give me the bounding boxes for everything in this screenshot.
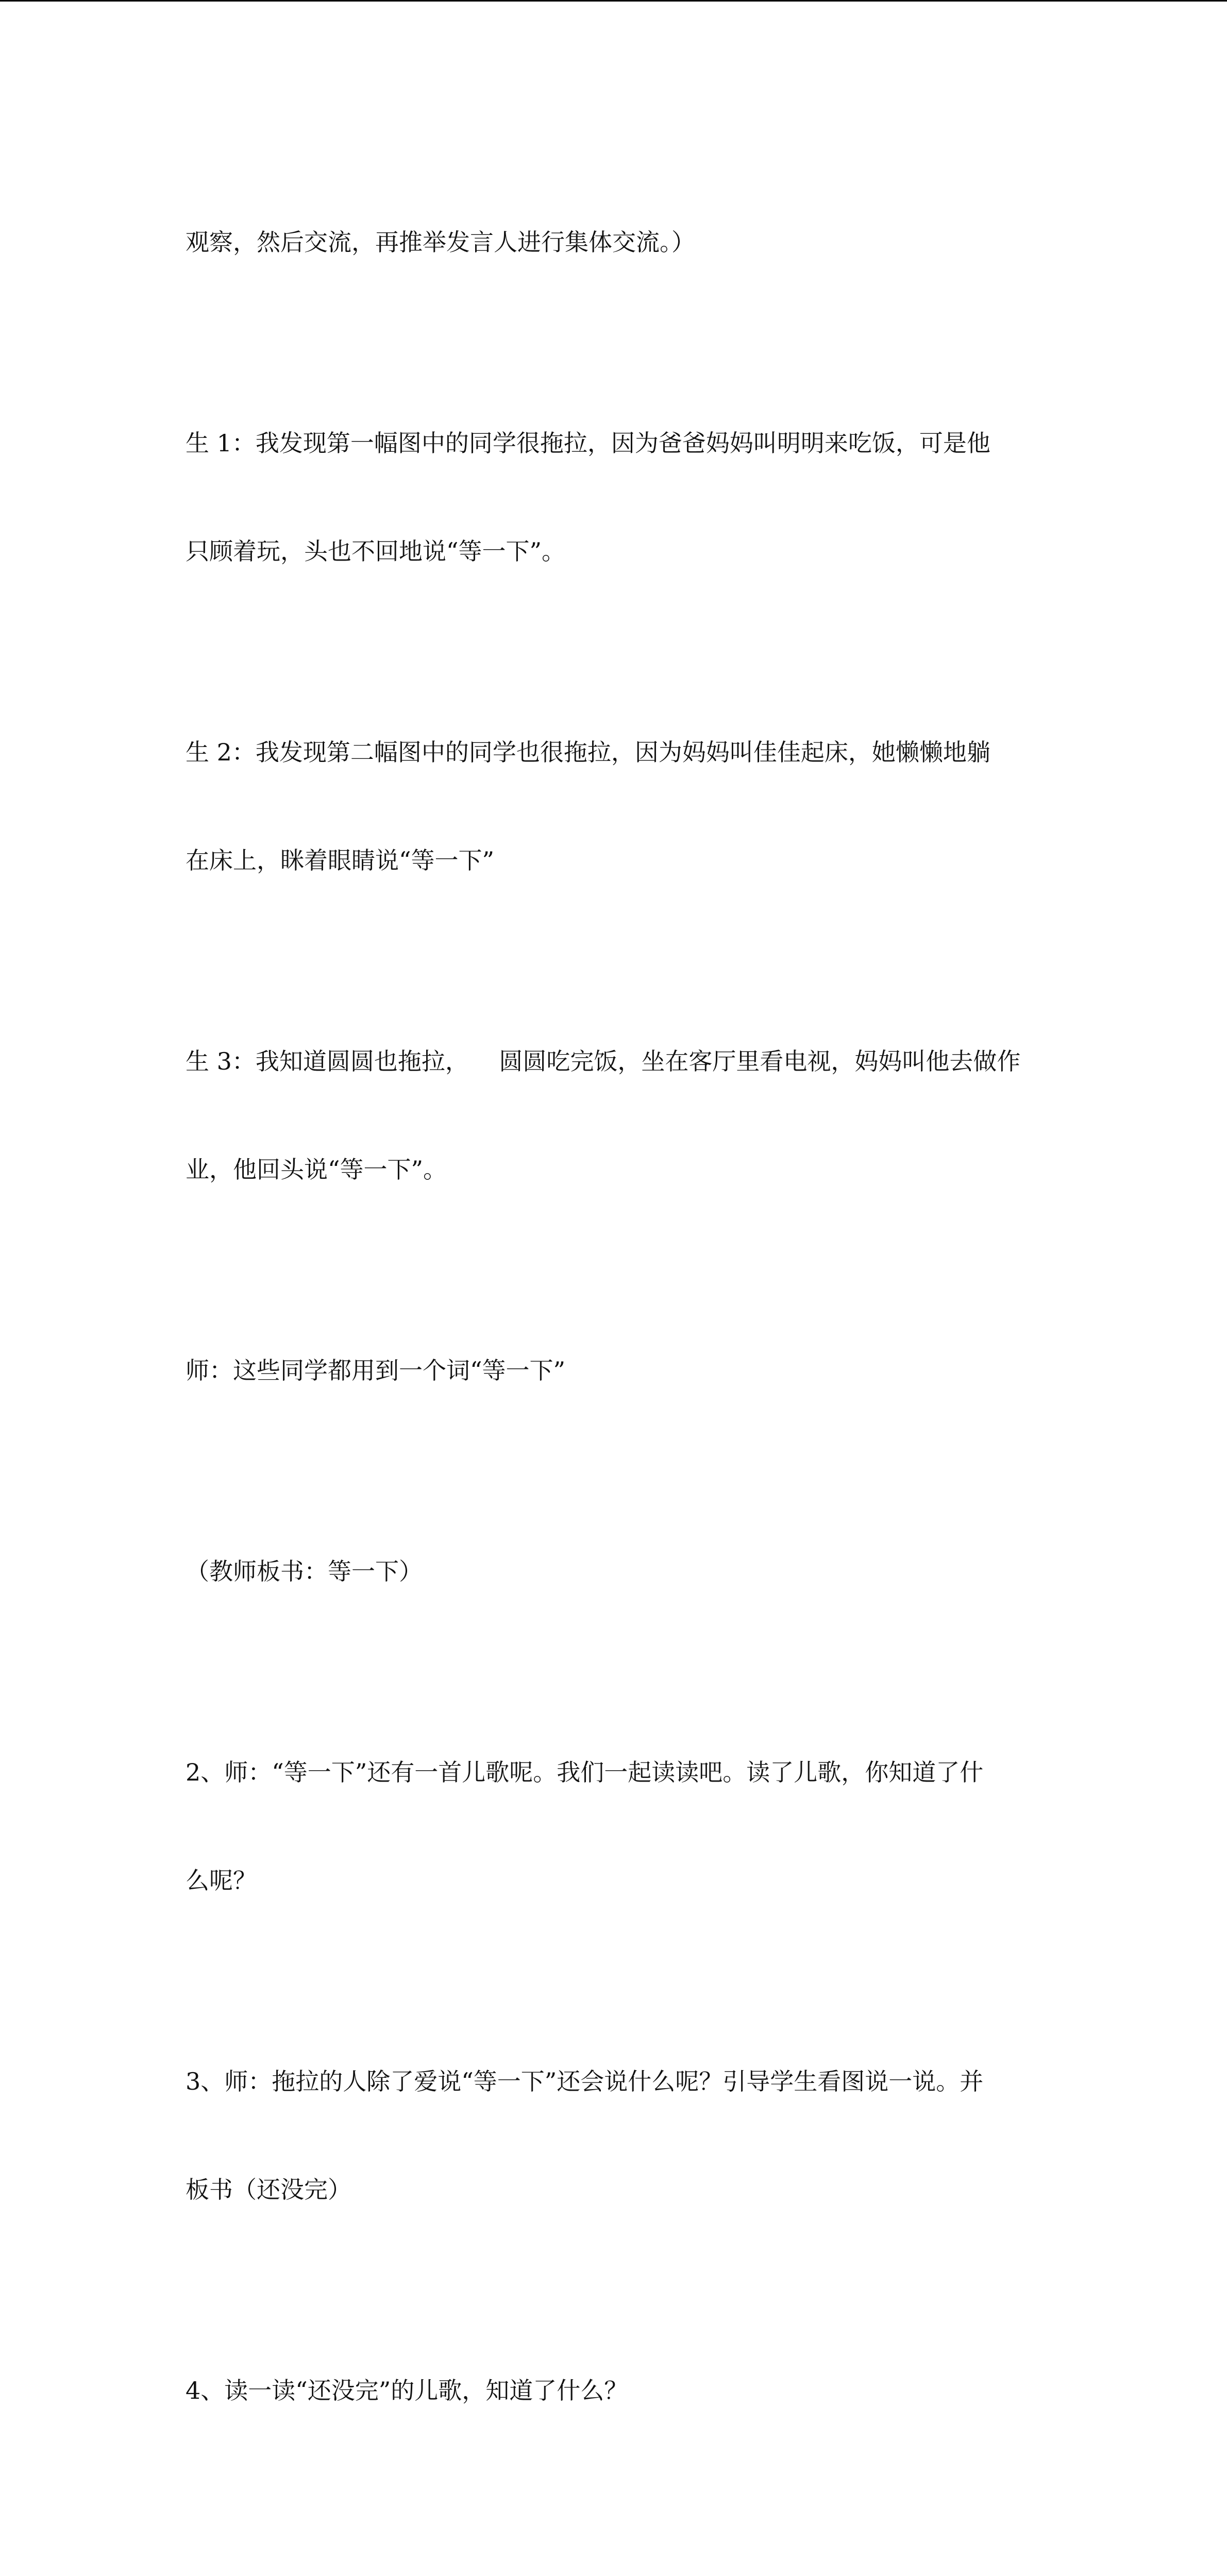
- document-body: [186, 152, 1051, 2576]
- paragraph-3: [186, 662, 1051, 951]
- paragraph-1: [186, 152, 1051, 332]
- text-line: 2、师：“等一下”还有一首儿歌呢。我们一起读读吧。读了儿歌，你知道了什: [186, 1758, 984, 1786]
- text-line: 业，他回头说“等一下”。: [186, 1156, 447, 1183]
- text-line: 师：这些同学都用到一个词“等一下”: [186, 1357, 566, 1384]
- paragraph-10: [186, 2501, 1051, 2576]
- paragraph-7: [186, 1682, 1051, 1971]
- text-line: 在床上，眯着眼睛说“等一下”: [186, 846, 495, 874]
- paragraph-8: [186, 1991, 1051, 2280]
- text-line: （教师板书：等一下）: [186, 1557, 423, 1585]
- paragraph-2: [186, 353, 1051, 641]
- text-line: 么呢？: [186, 1867, 257, 1894]
- paragraph-6: [186, 1481, 1051, 1662]
- paragraph-9: [186, 2300, 1051, 2481]
- text-line: 3、师：拖拉的人除了爱说“等一下”还会说什么呢？引导学生看图说一说。并: [186, 2067, 984, 2095]
- text-line: 4、读一读“还没完”的儿歌，知道了什么？: [186, 2377, 628, 2404]
- paragraph-5: [186, 1280, 1051, 1461]
- text-line: 生 1：我发现第一幅图中的同学很拖拉，因为爸爸妈妈叫明明来吃饭，可是他: [186, 429, 990, 457]
- paragraph-4: [186, 971, 1051, 1260]
- text-line: 只顾着玩，头也不回地说“等一下”。: [186, 537, 566, 565]
- text-line: 观察，然后交流，再推举发言人进行集体交流。）: [186, 228, 695, 256]
- text-line: 生 2：我发现第二幅图中的同学也很拖拉，因为妈妈叫佳佳起床，她懒懒地躺: [186, 738, 990, 766]
- text-line: 板书（还没完）: [186, 2176, 351, 2204]
- text-line: 生 3：我知道圆圆也拖拉， 圆圆吃完饭，坐在客厅里看电视，妈妈叫他去做作: [186, 1047, 1021, 1075]
- text-line: [186, 2573, 1051, 2576]
